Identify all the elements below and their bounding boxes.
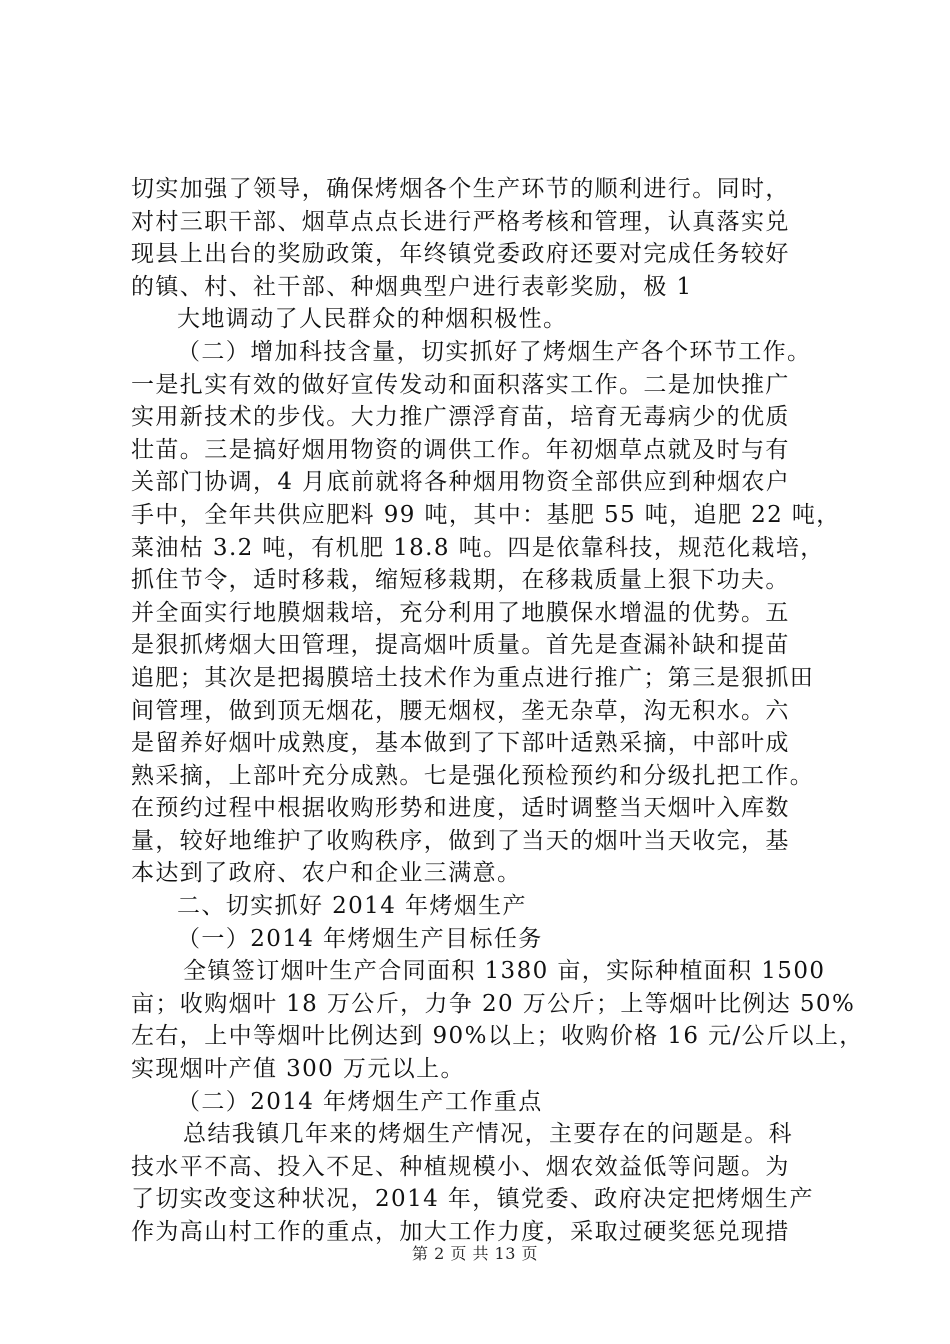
text-line: 切实加强了领导，确保烤烟各个生产环节的顺利进行。同时， [131, 176, 790, 202]
subsection-heading: （二）2014 年烤烟生产工作重点 [177, 1088, 543, 1115]
subsection-heading: （一）2014 年烤烟生产目标任务 [177, 925, 543, 952]
section-heading: 二、切实抓好 2014 年烤烟生产 [177, 893, 527, 920]
section-heading: （二）增加科技含量，切实抓好了烤烟生产各个环节工作。 [177, 338, 812, 365]
text-line: 左右，上中等烟叶比例达到 90%以上；收购价格 16 元/公斤以上， [131, 1023, 864, 1050]
text-line: 的镇、村、社干部、种烟典型户进行表彰奖励，极 1 [131, 273, 693, 300]
text-line: 是留养好烟叶成熟度，基本做到了下部叶适熟采摘，中部叶成 [131, 730, 790, 757]
text-line: 实现烟叶产值 300 万元以上。 [131, 1056, 465, 1083]
text-line: 追肥；其次是把揭膜培土技术作为重点进行推广；第三是狠抓田 [131, 664, 815, 691]
page-footer: 第 2 页 共 13 页 [412, 1244, 538, 1263]
text-line: 菜油枯 3.2 吨，有机肥 18.8 吨。四是依靠科技，规范化栽培， [131, 534, 825, 561]
text-line: 壮苗。三是搞好烟用物资的调供工作。年初烟草点就及时与有 [131, 436, 790, 463]
text-line: 大地调动了人民群众的种烟积极性。 [177, 306, 568, 333]
text-line: 手中，全年共供应肥料 99 吨，其中：基肥 55 吨，追肥 22 吨， [131, 501, 841, 528]
text-line: 在预约过程中根据收购形势和进度，适时调整当天烟叶入库数 [131, 795, 790, 822]
text-line: 量，较好地维护了收购秩序，做到了当天的烟叶当天收完，基 [131, 827, 790, 854]
text-line: 全镇签订烟叶生产合同面积 1380 亩，实际种植面积 1500 [183, 958, 826, 985]
text-line: 关部门协调，4 月底前就将各种烟用物资全部供应到种烟农户 [131, 469, 791, 496]
text-line: 现县上出台的奖励政策，年终镇党委政府还要对完成任务较好 [131, 241, 790, 268]
text-line: 技水平不高、投入不足、种植规模小、烟农效益低等问题。为 [131, 1153, 790, 1180]
text-line: 熟采摘，上部叶充分成熟。七是强化预检预约和分级扎把工作。 [131, 762, 815, 789]
text-line: 是狠抓烤烟大田管理，提高烟叶质量。首先是查漏补缺和提苗 [131, 632, 790, 659]
text-line: 并全面实行地膜烟栽培，充分利用了地膜保水增温的优势。五 [131, 599, 790, 626]
text-line: 对村三职干部、烟草点点长进行严格考核和管理，认真落实兑 [131, 208, 790, 235]
text-line: 抓住节令，适时移栽，缩短移栽期，在移栽质量上狠下功夫。 [131, 567, 790, 594]
text-line: 了切实改变这种状况，2014 年，镇党委、政府决定把烤烟生产 [131, 1186, 814, 1213]
text-line: 实用新技术的步伐。大力推广漂浮育苗，培育无毒病少的优质 [131, 404, 790, 431]
text-line: 间管理，做到顶无烟花，腰无烟杈，垄无杂草，沟无积水。六 [131, 697, 790, 724]
text-line: 本达到了政府、农户和企业三满意。 [131, 860, 522, 887]
text-line: 作为高山村工作的重点，加大工作力度，采取过硬奖惩兑现措 [131, 1219, 790, 1245]
text-line: 总结我镇几年来的烤烟生产情况，主要存在的问题是。科 [183, 1121, 793, 1148]
text-line: 一是扎实有效的做好宣传发动和面积落实工作。二是加快推广 [131, 371, 790, 398]
body-text [131, 173, 864, 1249]
text-line: 亩；收购烟叶 18 万公斤，力争 20 万公斤；上等烟叶比例达 50% [131, 990, 856, 1017]
